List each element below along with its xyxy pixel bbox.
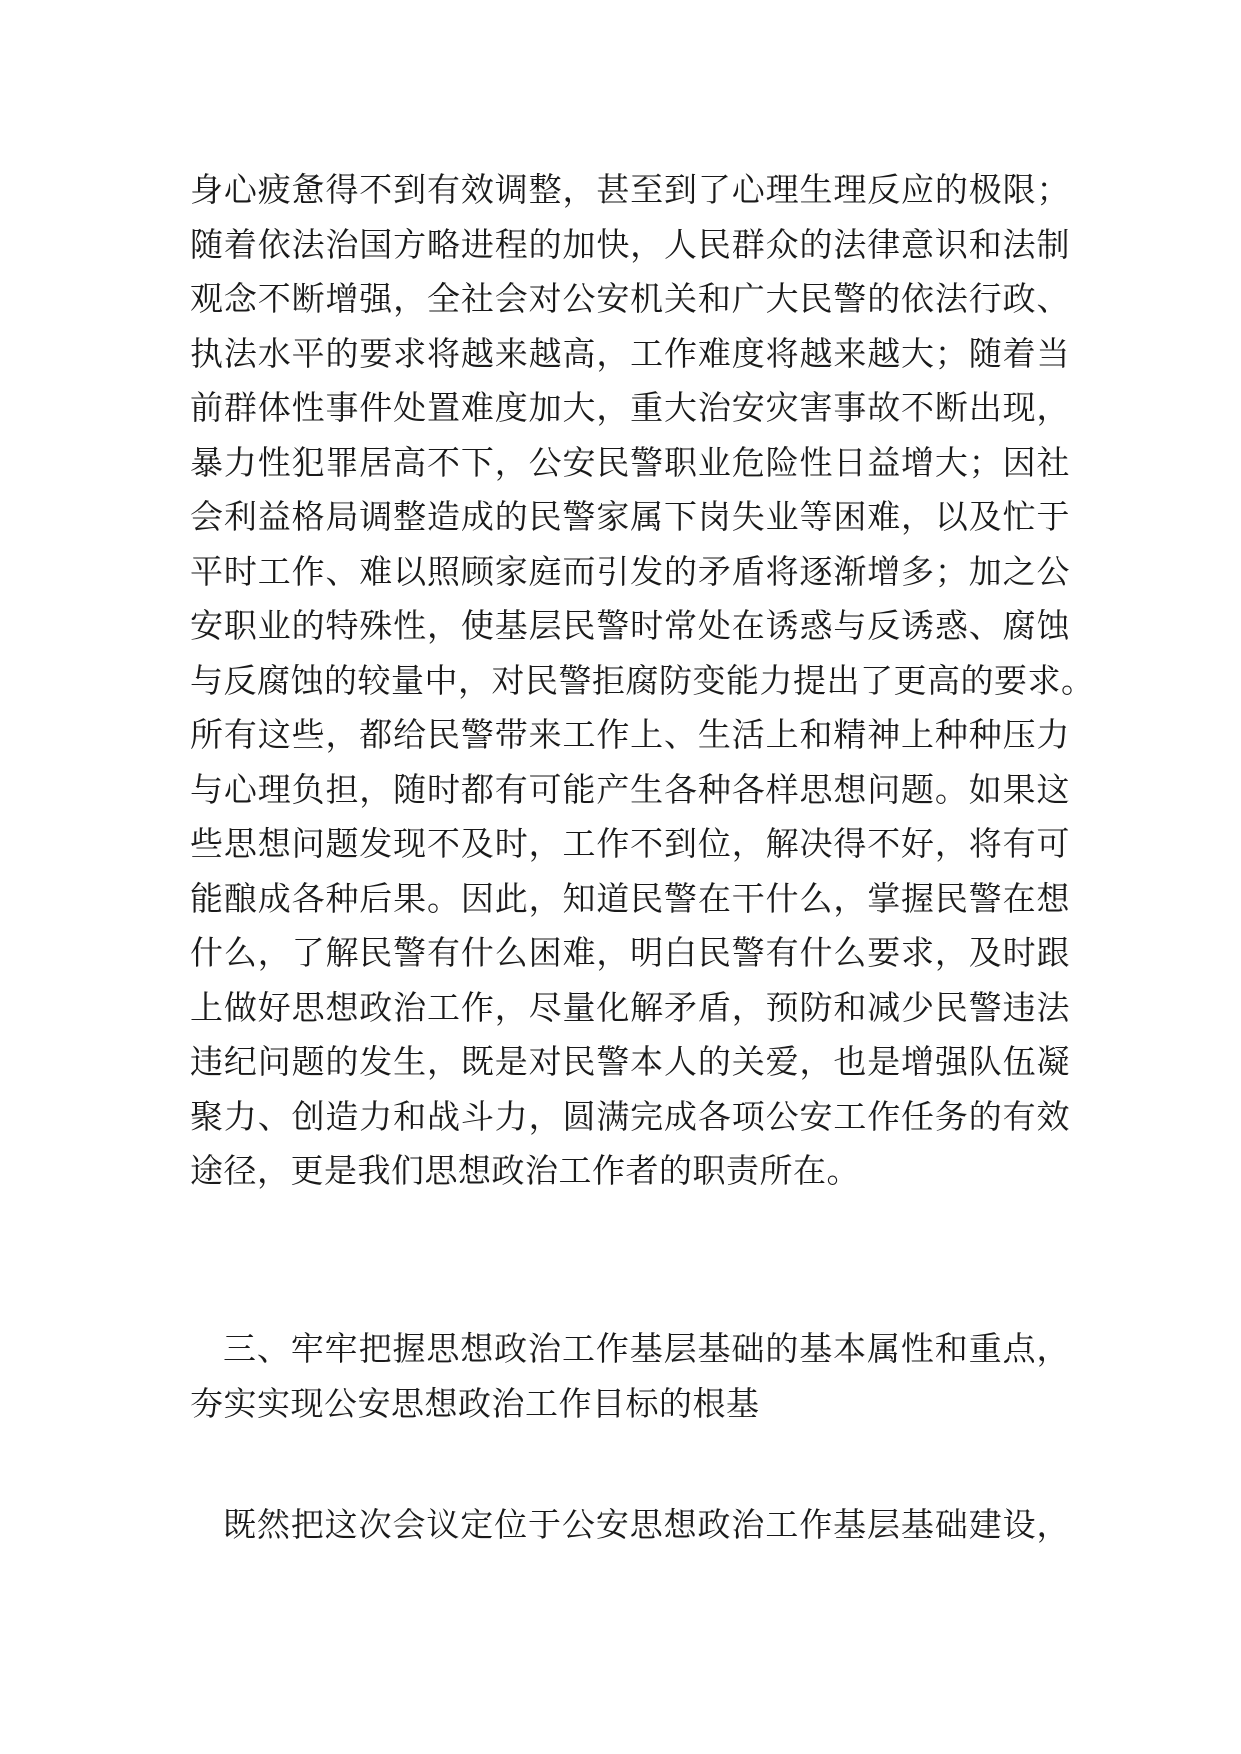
section-heading bbox=[190, 1322, 1070, 1431]
text-line: 身心疲惫得不到有效调整，甚至到了心理生理反应的极限； bbox=[190, 170, 1070, 209]
text-line: 能酿成各种后果。因此，知道民警在干什么，掌握民警在想 bbox=[190, 878, 1070, 918]
text-line: 前群体性事件处置难度加大，重大治安灾害事故不断出现， bbox=[190, 388, 1070, 427]
text-line: 上做好思想政治工作，尽量化解矛盾，预防和减少民警违法 bbox=[190, 987, 1070, 1027]
text-line: 会利益格局调整造成的民警家属下岗失业等困难，以及忙于 bbox=[190, 497, 1070, 536]
text-line: 什么，了解民警有什么困难，明白民警有什么要求，及时跟 bbox=[190, 933, 1070, 972]
text-line: 平时工作、难以照顾家庭而引发的矛盾将逐渐增多；加之公 bbox=[190, 551, 1070, 591]
heading-line: 三、牢牢把握思想政治工作基层基础的基本属性和重点， bbox=[223, 1329, 1070, 1368]
text-line: 聚力、创造力和战斗力，圆满完成各项公安工作任务的有效 bbox=[190, 1096, 1070, 1136]
text-line: 执法水平的要求将越来越高，工作难度将越来越大；随着当 bbox=[190, 333, 1070, 373]
text-line: 暴力性犯罪居高不下，公安民警职业危险性日益增大；因社 bbox=[190, 442, 1070, 482]
text-line: 与心理负担，随时都有可能产生各种各样思想问题。如果这 bbox=[190, 769, 1070, 809]
text-line: 随着依法治国方略进程的加快，人民群众的法律意识和法制 bbox=[190, 224, 1070, 264]
text-line: 观念不断增强，全社会对公安机关和广大民警的依法行政、 bbox=[190, 279, 1070, 318]
heading-line: 夯实实现公安思想政治工作目标的根基 bbox=[190, 1383, 760, 1423]
text-line: 些思想问题发现不及时，工作不到位，解决得不好，将有可 bbox=[190, 824, 1070, 863]
body-paragraph bbox=[190, 1498, 1070, 1553]
text-line: 既然把这次会议定位于公安思想政治工作基层基础建设， bbox=[223, 1505, 1070, 1544]
text-line: 与反腐蚀的较量中，对民警拒腐防变能力提出了更高的要求。 bbox=[190, 660, 1095, 700]
text-line: 违纪问题的发生，既是对民警本人的关爱，也是增强队伍凝 bbox=[190, 1042, 1070, 1081]
text-line: 所有这些，都给民警带来工作上、生活上和精神上种种压力 bbox=[190, 715, 1070, 754]
body-paragraph bbox=[190, 163, 1095, 1199]
text-line: 安职业的特殊性，使基层民警时常处在诱惑与反诱惑、腐蚀 bbox=[190, 606, 1070, 645]
text-line: 途径，更是我们思想政治工作者的职责所在。 bbox=[190, 1151, 860, 1190]
